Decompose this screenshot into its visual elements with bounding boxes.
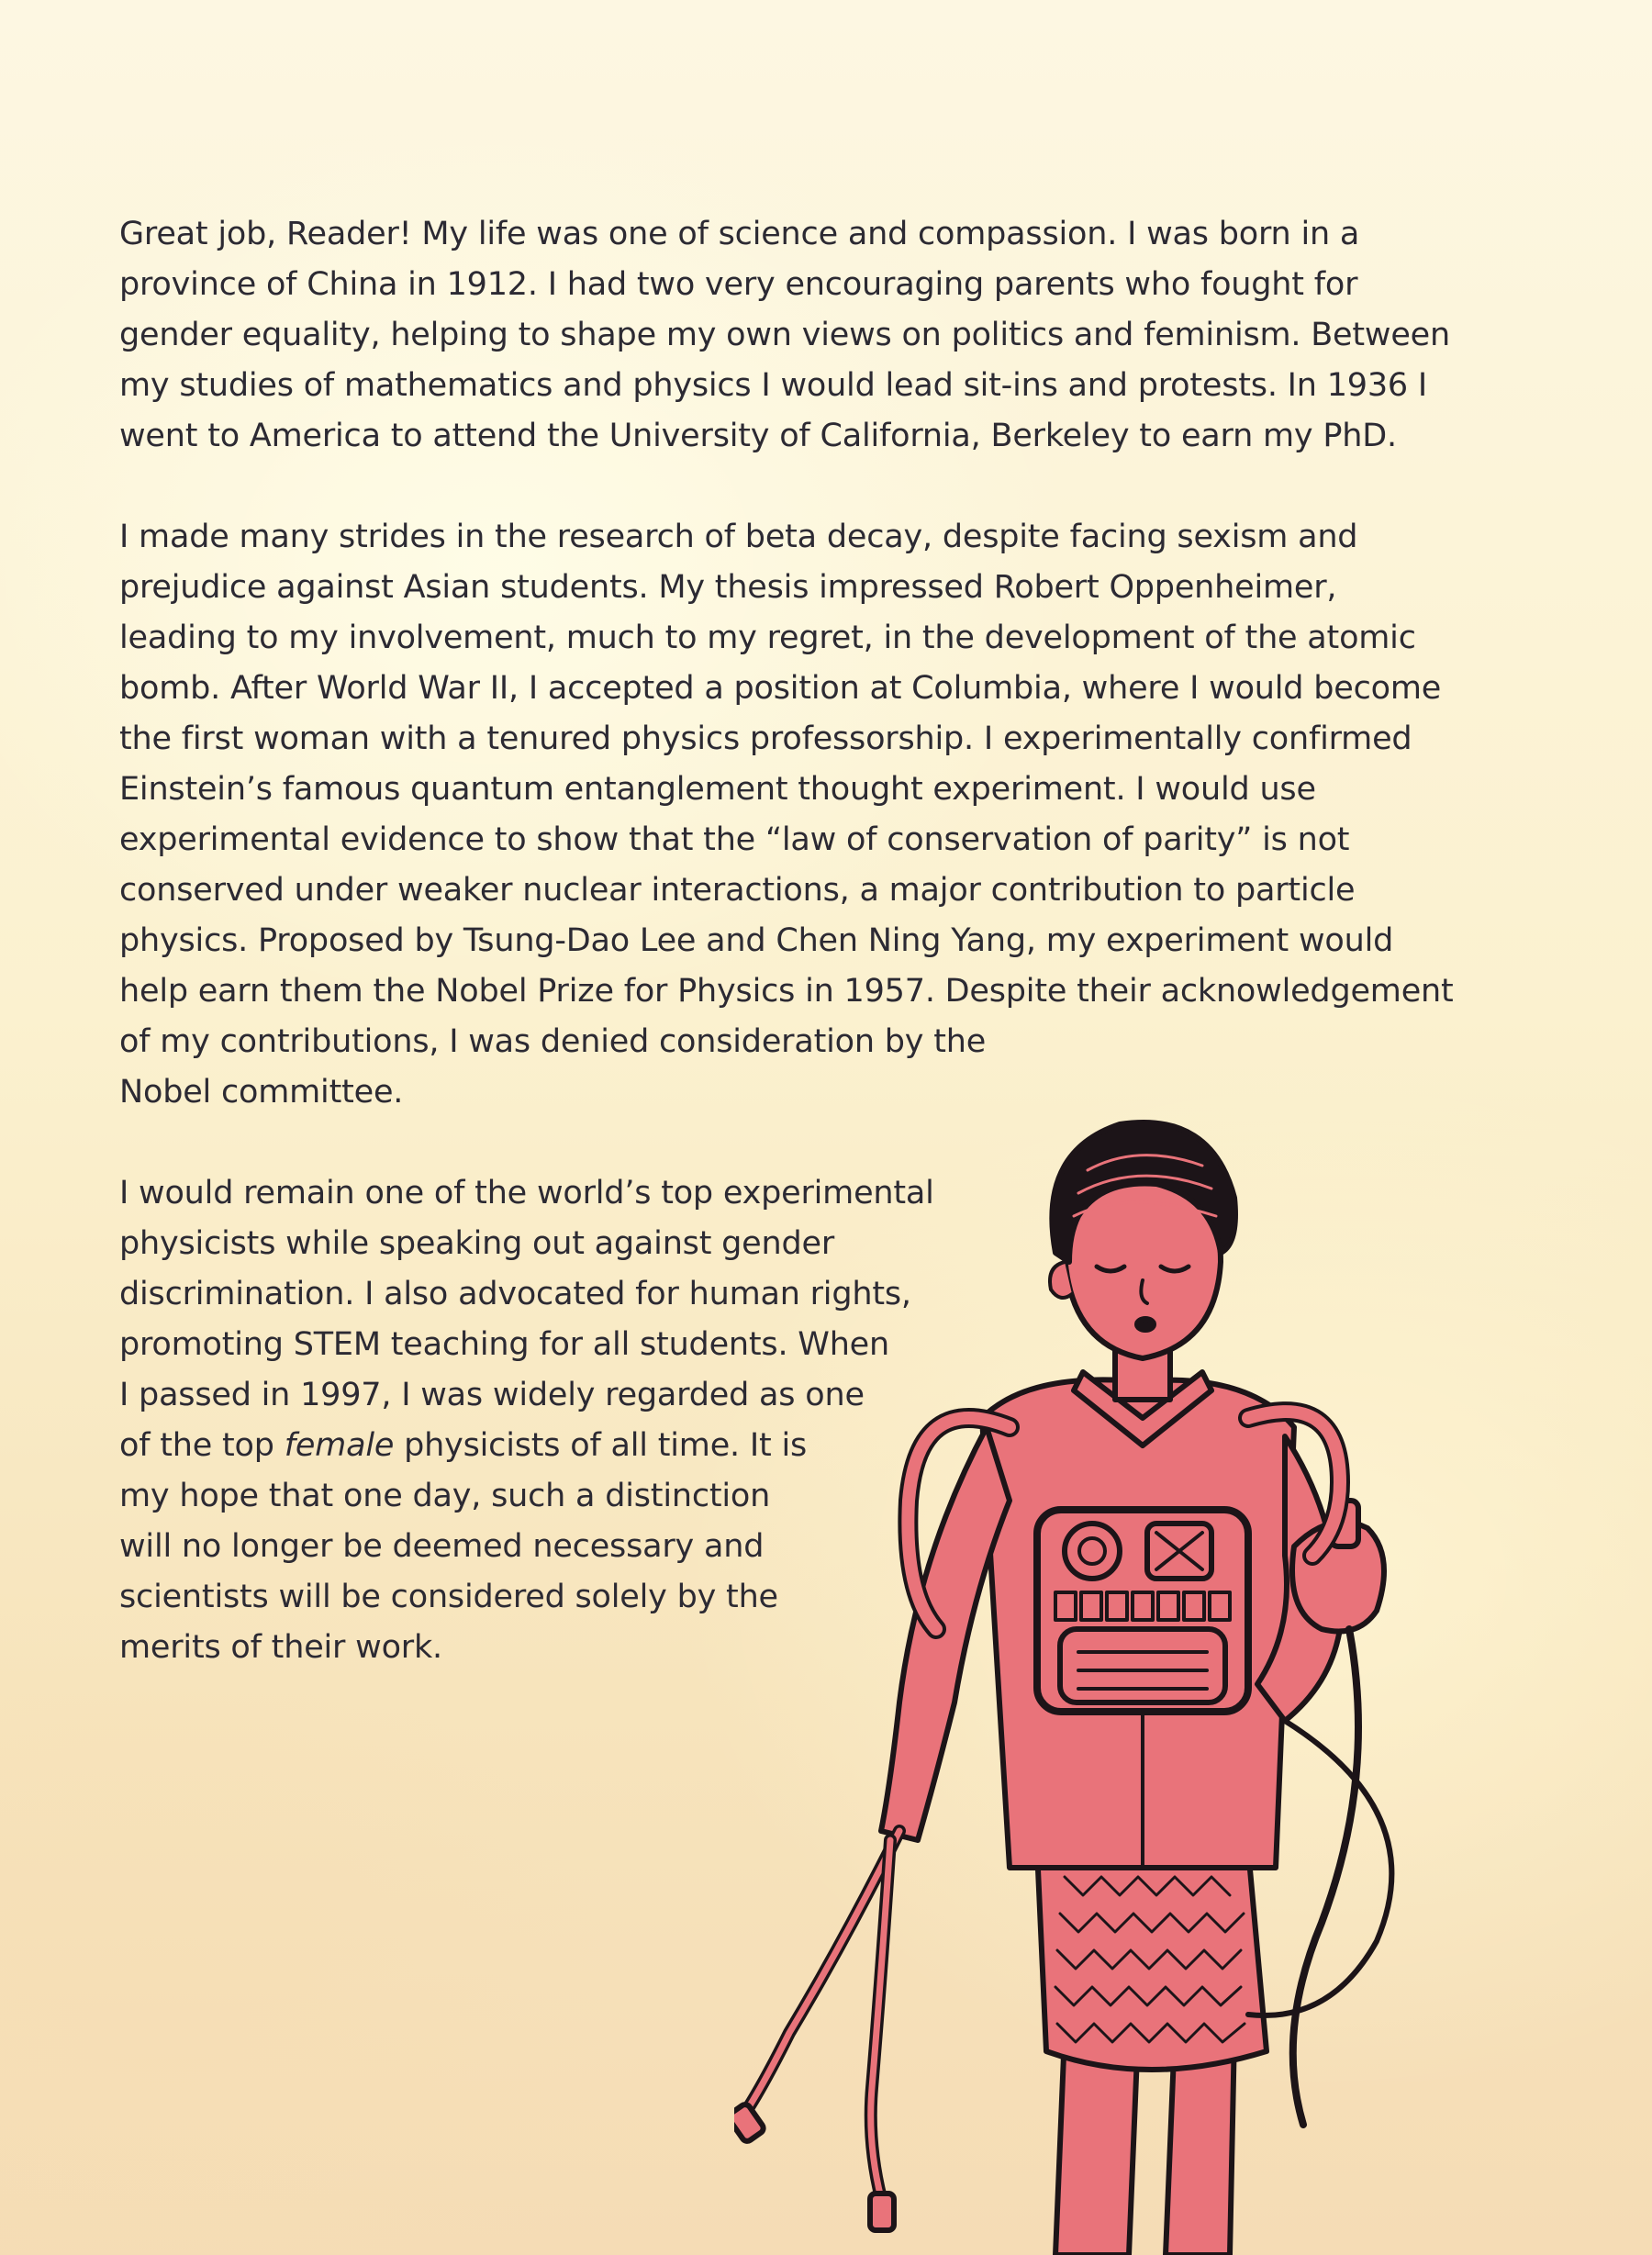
text-line: Einstein’s famous quantum entanglement thought experiment. I would use — [119, 771, 1316, 808]
plug-left — [734, 2103, 765, 2143]
plug-bottom — [870, 2194, 894, 2230]
text-line: gender equality, helping to shape my own views on politics and feminism. Between — [119, 317, 1450, 353]
text-line: I made many strides in the research of beta decay, despite facing sexism and — [119, 519, 1358, 555]
illustration-figure — [734, 1122, 1391, 2255]
text-line: physics. Proposed by Tsung-Dao Lee and Chen Ning Yang, my experiment would — [119, 922, 1394, 959]
text-line: help earn them the Nobel Prize for Physics in 1957. Despite their acknowledgement — [119, 973, 1454, 1010]
text-line: conserved under weaker nuclear interactions, a major contribution to particle — [119, 872, 1356, 909]
dial-left — [1065, 1524, 1120, 1579]
text-line: bomb. After World War II, I accepted a position at Columbia, where I would become — [119, 670, 1442, 707]
text-line: physicists while speaking out against gender — [119, 1225, 835, 1262]
apparatus-panel — [1060, 1629, 1225, 1702]
text-line: promoting STEM teaching for all students. When — [119, 1326, 890, 1363]
apparatus-teeth — [1055, 1592, 1230, 1620]
text-line: of my contributions, I was denied consideration by the — [119, 1023, 987, 1060]
mouth — [1137, 1319, 1154, 1330]
text-line: scientists will be considered solely by the — [119, 1579, 778, 1615]
text-line: I passed in 1997, I was widely regarded as one — [119, 1377, 865, 1413]
text-line: Nobel committee. — [119, 1074, 404, 1111]
scientist-illustration — [734, 1115, 1579, 2255]
text-line: the first woman with a tenured physics professorship. I experimentally confirmed — [119, 720, 1412, 757]
emphasized-word: female — [284, 1427, 395, 1464]
emphasis-before: of the top — [119, 1427, 285, 1464]
text-line: discrimination. I also advocated for human rights, — [119, 1276, 911, 1312]
text-line: went to America to attend the University of California, Berkeley to earn my PhD. — [119, 418, 1397, 454]
text-line: will no longer be deemed necessary and — [119, 1528, 765, 1565]
text-line: merits of their work. — [119, 1629, 442, 1666]
text-line: my hope that one day, such a distinction — [119, 1478, 771, 1514]
emphasis-after: physicists of all time. It is — [394, 1427, 808, 1464]
paragraph-early-life — [119, 209, 1551, 462]
text-line: experimental evidence to show that the “law of conservation of parity” is not — [119, 821, 1350, 858]
paragraph-research — [119, 512, 1551, 1118]
text-line: I would remain one of the world’s top experimental — [119, 1175, 934, 1211]
text-line: Great job, Reader! My life was one of science and compassion. I was born in a — [119, 216, 1360, 252]
text-line: my studies of mathematics and physics I would lead sit-ins and protests. In 1936 I — [119, 367, 1428, 404]
text-line: leading to my involvement, much to my regret, in the development of the atomic — [119, 620, 1416, 656]
text-line: prejudice against Asian students. My thesis impressed Robert Oppenheimer, — [119, 569, 1337, 606]
text-line: province of China in 1912. I had two very encouraging parents who fought for — [119, 266, 1358, 303]
